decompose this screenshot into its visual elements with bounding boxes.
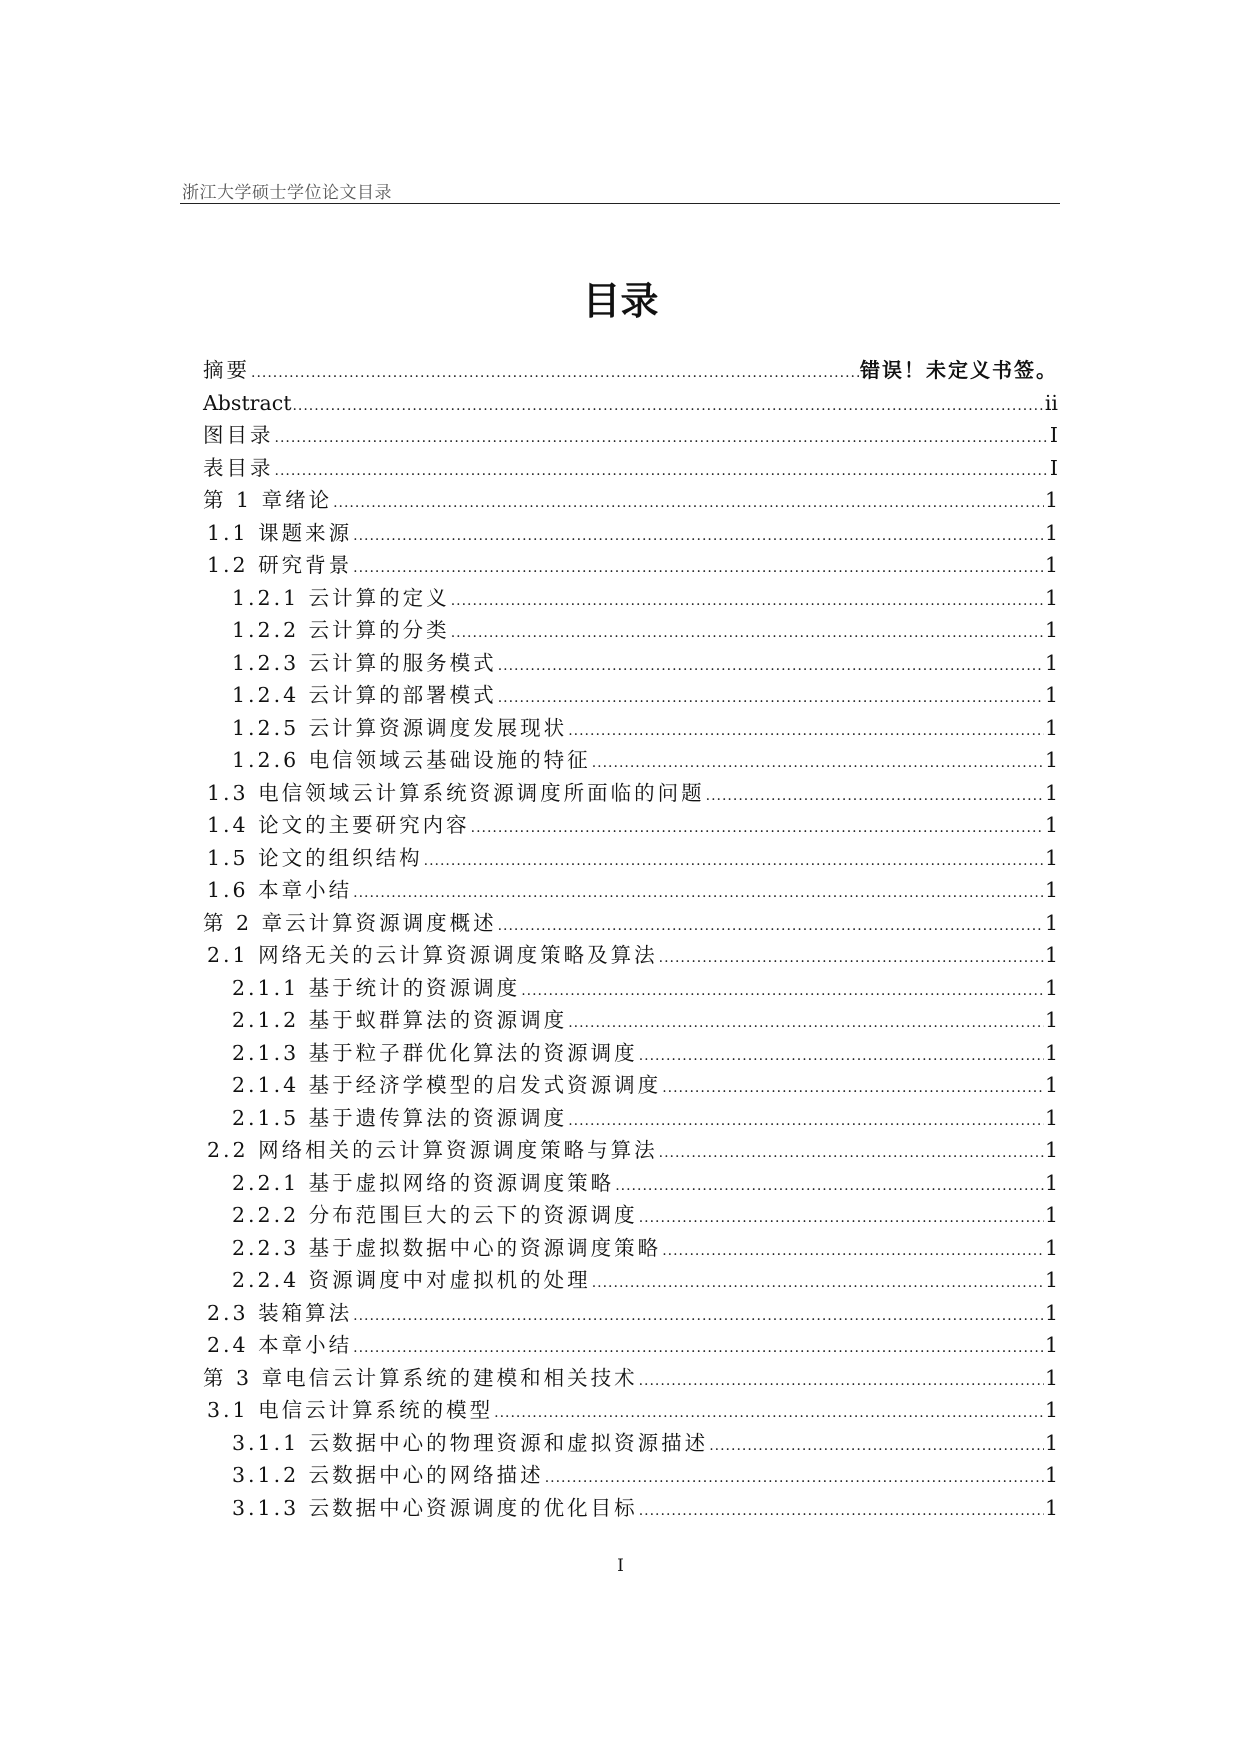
toc-leader-dots — [706, 780, 1044, 813]
toc-entry[interactable] — [203, 517, 1058, 550]
toc-entry-label: 1.2 研究背景 — [207, 553, 353, 577]
toc-entry[interactable] — [203, 1134, 1058, 1167]
toc-entry-label: 3.1 电信云计算系统的模型 — [207, 1398, 494, 1422]
toc-entry-label: 2.1.5 基于遗传算法的资源调度 — [232, 1105, 568, 1130]
toc-leader-dots — [498, 910, 1044, 943]
toc-entry-label: 第 2 章云计算资源调度概述 — [203, 910, 497, 935]
toc-leader-dots — [662, 1235, 1044, 1268]
toc-entry-page: 1 — [1044, 650, 1058, 675]
toc-entry-label: 摘要 — [203, 358, 250, 382]
toc-leader-dots — [639, 1365, 1044, 1398]
toc-entry-page: 1 — [1044, 683, 1058, 707]
toc-entry[interactable] — [203, 1069, 1058, 1102]
toc-entry-page: I — [1049, 455, 1058, 480]
toc-entry-label: 表目录 — [203, 455, 274, 480]
toc-entry-page: 1 — [1044, 943, 1058, 967]
toc-entry[interactable] — [203, 1492, 1058, 1525]
toc-leader-dots — [498, 650, 1044, 683]
toc-entry[interactable] — [203, 972, 1058, 1005]
toc-entry[interactable] — [203, 484, 1058, 517]
toc-entry[interactable] — [203, 354, 1058, 387]
toc-entry-label: 2.4 本章小结 — [207, 1333, 353, 1357]
toc-entry-label: 3.1.2 云数据中心的网络描述 — [232, 1463, 544, 1487]
toc-leader-dots — [521, 975, 1044, 1008]
toc-entry-page: 1 — [1044, 780, 1058, 805]
toc-leader-dots — [592, 1267, 1044, 1300]
toc-entry-page: 1 — [1044, 845, 1058, 870]
toc-leader-dots — [353, 520, 1044, 553]
toc-entry-page: 1 — [1044, 1073, 1058, 1097]
toc-entry-page: 1 — [1044, 1333, 1058, 1357]
toc-entry[interactable] — [203, 907, 1058, 940]
toc-entry-page: 1 — [1044, 1105, 1058, 1130]
page-title: 目录 — [582, 279, 659, 323]
toc-entry-page: 1 — [1044, 1235, 1058, 1260]
toc-entry-label: 2.2 网络相关的云计算资源调度策略与算法 — [207, 1138, 658, 1162]
toc-entry[interactable] — [203, 1037, 1058, 1070]
toc-entry-label: 1.2.6 电信领域云基础设施的特征 — [232, 748, 591, 772]
toc-entry-label: 1.5 论文的组织结构 — [207, 845, 423, 870]
toc-leader-dots — [292, 390, 1043, 423]
toc-entry-label: 2.2.1 基于虚拟网络的资源调度策略 — [232, 1170, 615, 1195]
toc-entry-label: 2.1.2 基于蚁群算法的资源调度 — [232, 1008, 568, 1032]
toc-leader-dots — [353, 552, 1044, 585]
toc-entry-label: 2.1 网络无关的云计算资源调度策略及算法 — [207, 943, 658, 967]
toc-entry-page: 1 — [1044, 910, 1058, 935]
toc-entry-label: 1.2.4 云计算的部署模式 — [232, 683, 497, 707]
toc-entry[interactable] — [203, 809, 1058, 842]
toc-entry-page: 1 — [1044, 1170, 1058, 1195]
toc-entry[interactable] — [203, 452, 1058, 485]
toc-leader-dots — [275, 455, 1049, 488]
toc-entry-page: 1 — [1044, 1300, 1058, 1325]
toc-entry[interactable] — [203, 582, 1058, 615]
toc-leader-dots — [659, 1137, 1044, 1170]
header-divider — [180, 203, 1060, 204]
toc-list — [203, 354, 1058, 1524]
toc-leader-dots — [471, 812, 1044, 845]
toc-entry-page: 1 — [1044, 1138, 1058, 1162]
toc-entry[interactable] — [203, 1264, 1058, 1297]
toc-entry[interactable] — [203, 679, 1058, 712]
toc-entry[interactable] — [203, 1297, 1058, 1330]
toc-entry-page: 1 — [1044, 715, 1058, 740]
toc-entry-page: 1 — [1044, 520, 1058, 545]
toc-leader-dots — [639, 1040, 1044, 1073]
toc-entry-error: 错误！未定义书签。 — [860, 358, 1058, 382]
toc-entry-page: 1 — [1044, 813, 1058, 837]
toc-leader-dots — [498, 682, 1044, 715]
toc-entry-page: 1 — [1044, 748, 1058, 772]
toc-entry-label: 1.3 电信领域云计算系统资源调度所面临的问题 — [207, 780, 705, 805]
toc-entry-label: 2.3 装箱算法 — [207, 1300, 353, 1325]
toc-leader-dots — [251, 357, 859, 390]
toc-leader-dots — [451, 617, 1044, 650]
toc-leader-dots — [275, 422, 1049, 455]
toc-leader-dots — [639, 1202, 1044, 1235]
toc-entry[interactable] — [203, 777, 1058, 810]
toc-entry[interactable] — [203, 842, 1058, 875]
toc-entry-label: 1.2.3 云计算的服务模式 — [232, 650, 497, 675]
toc-entry-page: I — [1049, 423, 1058, 447]
toc-entry-page: 1 — [1044, 585, 1058, 610]
toc-entry-page: 1 — [1044, 1040, 1058, 1065]
toc-entry-label: Abstract — [203, 390, 292, 415]
toc-entry[interactable] — [203, 939, 1058, 972]
toc-entry[interactable] — [203, 712, 1058, 745]
toc-leader-dots — [545, 1462, 1044, 1495]
toc-entry-label: 3.1.3 云数据中心资源调度的优化目标 — [232, 1495, 638, 1520]
toc-entry-page: 1 — [1044, 975, 1058, 1000]
toc-leader-dots — [709, 1430, 1044, 1463]
toc-entry[interactable] — [203, 1004, 1058, 1037]
toc-entry[interactable] — [203, 1102, 1058, 1135]
toc-entry-page: 1 — [1044, 1430, 1058, 1455]
toc-entry-page: 1 — [1044, 1495, 1058, 1520]
toc-leader-dots — [592, 747, 1044, 780]
toc-leader-dots — [494, 1397, 1044, 1430]
toc-entry-label: 1.2.1 云计算的定义 — [232, 585, 450, 610]
toc-leader-dots — [639, 1495, 1044, 1528]
toc-entry[interactable] — [203, 744, 1058, 777]
toc-entry[interactable] — [203, 614, 1058, 647]
toc-leader-dots — [353, 877, 1044, 910]
toc-entry-page: 1 — [1044, 1365, 1058, 1390]
toc-entry-label: 第 3 章电信云计算系统的建模和相关技术 — [203, 1365, 638, 1390]
toc-leader-dots — [659, 942, 1044, 975]
toc-entry[interactable] — [203, 1427, 1058, 1460]
toc-entry-page: 1 — [1044, 1203, 1058, 1227]
toc-entry-label: 1.2.5 云计算资源调度发展现状 — [232, 715, 568, 740]
toc-entry-label: 1.6 本章小结 — [207, 878, 353, 902]
toc-entry-label: 2.1.3 基于粒子群优化算法的资源调度 — [232, 1040, 638, 1065]
toc-entry-page: 1 — [1044, 553, 1058, 577]
toc-entry[interactable] — [203, 1459, 1058, 1492]
toc-entry[interactable] — [203, 419, 1058, 452]
toc-entry-label: 1.2.2 云计算的分类 — [232, 618, 450, 642]
toc-entry[interactable] — [203, 549, 1058, 582]
toc-entry-label: 2.1.1 基于统计的资源调度 — [232, 975, 521, 1000]
toc-entry-label: 1.1 课题来源 — [207, 520, 353, 545]
toc-entry[interactable] — [203, 647, 1058, 680]
toc-leader-dots — [568, 1105, 1044, 1138]
toc-leader-dots — [568, 1007, 1044, 1040]
toc-entry[interactable] — [203, 387, 1058, 420]
toc-entry-page: ii — [1044, 390, 1058, 415]
toc-entry-page: 1 — [1044, 878, 1058, 902]
toc-entry-label: 图目录 — [203, 423, 274, 447]
toc-entry-page: 1 — [1044, 1008, 1058, 1032]
toc-entry-label: 1.4 论文的主要研究内容 — [207, 813, 470, 837]
toc-entry-page: 1 — [1044, 1398, 1058, 1422]
toc-entry-label: 2.2.3 基于虚拟数据中心的资源调度策略 — [232, 1235, 662, 1260]
toc-entry[interactable] — [203, 1394, 1058, 1427]
toc-entry-label: 2.2.4 资源调度中对虚拟机的处理 — [232, 1268, 591, 1292]
toc-entry-page: 1 — [1044, 488, 1058, 512]
toc-entry[interactable] — [203, 1199, 1058, 1232]
toc-entry-label: 2.2.2 分布范围巨大的云下的资源调度 — [232, 1203, 638, 1227]
toc-entry-label: 第 1 章绪论 — [203, 488, 333, 512]
toc-entry[interactable] — [203, 1362, 1058, 1395]
toc-entry[interactable] — [203, 1167, 1058, 1200]
running-header: 浙江大学硕士学位论文目录 — [182, 183, 392, 203]
page-number: I — [617, 1556, 624, 1576]
toc-leader-dots — [451, 585, 1044, 618]
toc-leader-dots — [353, 1300, 1044, 1333]
toc-entry[interactable] — [203, 1329, 1058, 1362]
toc-leader-dots — [615, 1170, 1044, 1203]
toc-entry-page: 1 — [1044, 618, 1058, 642]
toc-leader-dots — [353, 1332, 1044, 1365]
toc-entry[interactable] — [203, 1232, 1058, 1265]
toc-entry-label: 3.1.1 云数据中心的物理资源和虚拟资源描述 — [232, 1430, 709, 1455]
toc-leader-dots — [424, 845, 1044, 878]
toc-leader-dots — [662, 1072, 1044, 1105]
toc-entry-label: 2.1.4 基于经济学模型的启发式资源调度 — [232, 1073, 662, 1097]
toc-entry-page: 1 — [1044, 1463, 1058, 1487]
toc-entry[interactable] — [203, 874, 1058, 907]
toc-leader-dots — [333, 487, 1044, 520]
toc-entry-page: 1 — [1044, 1268, 1058, 1292]
toc-leader-dots — [568, 715, 1044, 748]
